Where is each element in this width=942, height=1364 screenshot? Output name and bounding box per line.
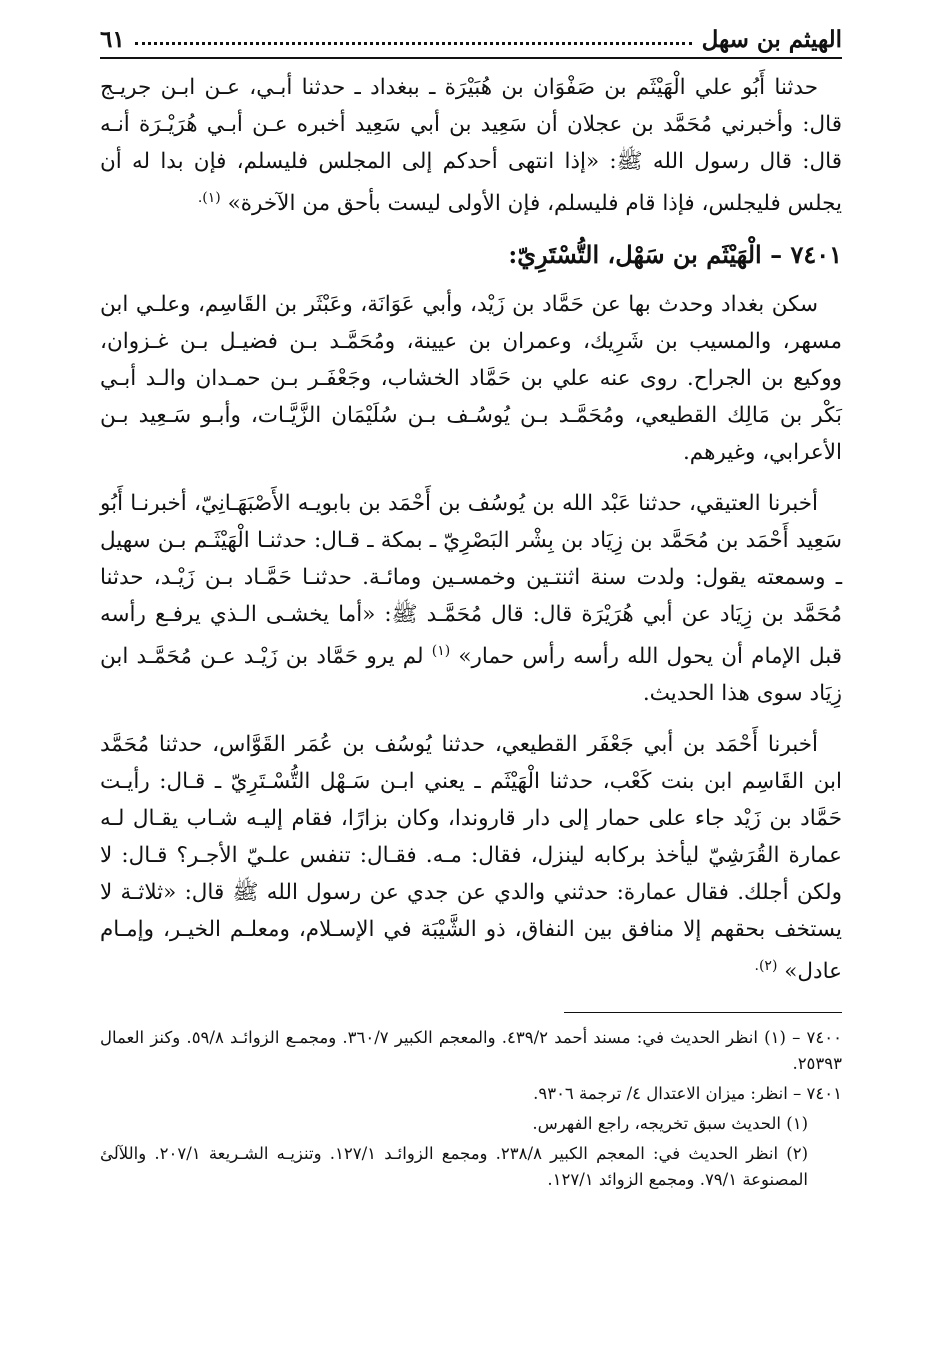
paragraph-1-text: حدثنا أَبُو علي الْهَيْثَم بن صَفْوَان بن هُبَيْرَة ـ ببغداد ـ حدثنا أبـي، عـن ابـن جريـج قال: وأخبرني مُحَمَّد بن عجلان أن سَعِيد بن أبي سَعِيد أخبره عـن أبـي هُرَيْـرَة أنـه قال: قال رسول الله ﷺ: «إذا انتهى أحدكم إلى المجلس فليسلم، فإن بدا له أن يجلس فليجلس، فإذا قام فليسلم، فإن الأولى ليست بأحق من الآخرة» (100, 75, 842, 217)
footnote-2: (٢) انظر الحديث في: المعجم الكبير ٢٣٨/٨. ومجمع الزوائـد ١٢٧/١. وتنزيـه الشـريعة ٢٠٧/١. واللآلئ المصنوعة ٧٩/١. ومجمع الزوائد ١٢٧/١. (100, 1144, 808, 1190)
main-text (100, 69, 842, 990)
paragraph-1 (100, 69, 842, 222)
footnote-separator (564, 1012, 842, 1013)
footnote-7401: ٧٤٠١ – انظر: ميزان الاعتدال ٤/ ترجمة ٩٣٠٦. (533, 1084, 842, 1104)
page-number: ٦١ (100, 26, 125, 53)
footnotes (100, 1025, 842, 1193)
running-title: الهيثم بن سهل (701, 26, 842, 53)
entry-title-7401: ٧٤٠١ – الْهَيْثَم بن سَهْل، التُّسْتَرِيّ: (508, 240, 842, 270)
paragraph-3-tail: لم يرو حَمَّاد بن زَيْـد عـن مُحَمَّـد ابن زِيَاد سوى هذا الحديث. (100, 644, 842, 707)
footnote-ref-3: (٢). (754, 958, 778, 975)
paragraph-4 (100, 726, 842, 990)
footnote-ref-1: (١). (197, 190, 221, 206)
dotted-leader (135, 42, 692, 45)
footnote-1: (١) الحديث سبق تخريجه، راجع الفهرس. (532, 1114, 808, 1134)
footnote-ref-2: (١) (431, 643, 451, 660)
paragraph-3 (100, 485, 842, 712)
paragraph-4-text: أخبرنا أَحْمَد بن أبي جَعْفَر القطيعي، حدثنا يُوسُف بن عُمَر القَوَّاس، حدثنا مُحَمَّد ابن القَاسِم ابن بنت كَعْب، حدثنا الْهَيْثَم ـ يعني ابـن سَـهْل التُّسْـتَرِيّ ـ قـال: رأيـت حَمَّاد بن زَيْد جاء على حمار إلى دار قاروندا، وكان بزارًا، فقام إليـه شـاب يقـال لـه عمارة القُرَشِيّ ليأخذ بركابه لينزل، فقال: مـه. فقـال: تنفس علـيّ الأجـر؟ قـال: لا ولكن أجلك. فقال عمارة: حدثني والدي عن جدي عن رسول الله ﷺ قال: «ثلاثـة لا يستخف بحقهم إلا منافق بين النفاق، ذو الشَّيْبَة في الإسـلام، ومعلـم الخيـر، وإمـام عادل» (100, 732, 842, 985)
paragraph-2: سكن بغداد وحدث بها عن حَمَّاد بن زَيْد، وأبي عَوَانَة، وعَبْثَر بن القَاسِم، وعلـي ابن مسهر، والمسيب بن شَرِيك، وعمران بن عيينة، ومُحَمَّـد بـن فضيـل بـن غـزوان، ووكيع بن الجراح. روى عنه علي بن حَمَّاد الخشاب، وجَعْفَـر بـن حمـدان والـد أبـي بَكْر بن مَالِك القطيعي، ومُحَمَّـد بـن يُوسُـف بـن سُلَيْمَان الزَّيَّـات، وأبـو سَـعِيد بـن الأعرابي، وغيرهم. (100, 292, 842, 466)
footnote-7400: ٧٤٠٠ – (١) انظر الحديث في: مسند أحمد ٤٣٩/٢. والمعجم الكبير ٣٦٠/٧. ومجمـع الزوائـد ٥٩/٨. وكنز العمال ٢٥٣٩٣. (100, 1028, 842, 1074)
running-header (100, 26, 842, 59)
paragraph-3-text: أخبرنا العتيقي، حدثنا عَبْد الله بن يُوسُف بن أَحْمَد بن بابويـه الأَصْبَهَـانِيّ، أخبرنـا أَبُو سَعِيد أَحْمَد بن مُحَمَّد بن زِيَاد بن بِشْر البَصْرِيّ ـ بمكة ـ قـال: حدثنـا الْهَيْثَـم بـن سهيل ـ وسمعته يقول: ولدت سنة اثنتـين وخمسـين ومائـة. حدثنـا حَمَّـاد بـن زَيْـد، حدثنا مُحَمَّد بن زِيَاد عن أبي هُرَيْرَة قال: قال مُحَمَّـد ﷺ: «أما يخشـى الـذي يرفـع رأسه قبل الإمام أن يحول الله رأسه رأس حمار» (100, 491, 842, 670)
